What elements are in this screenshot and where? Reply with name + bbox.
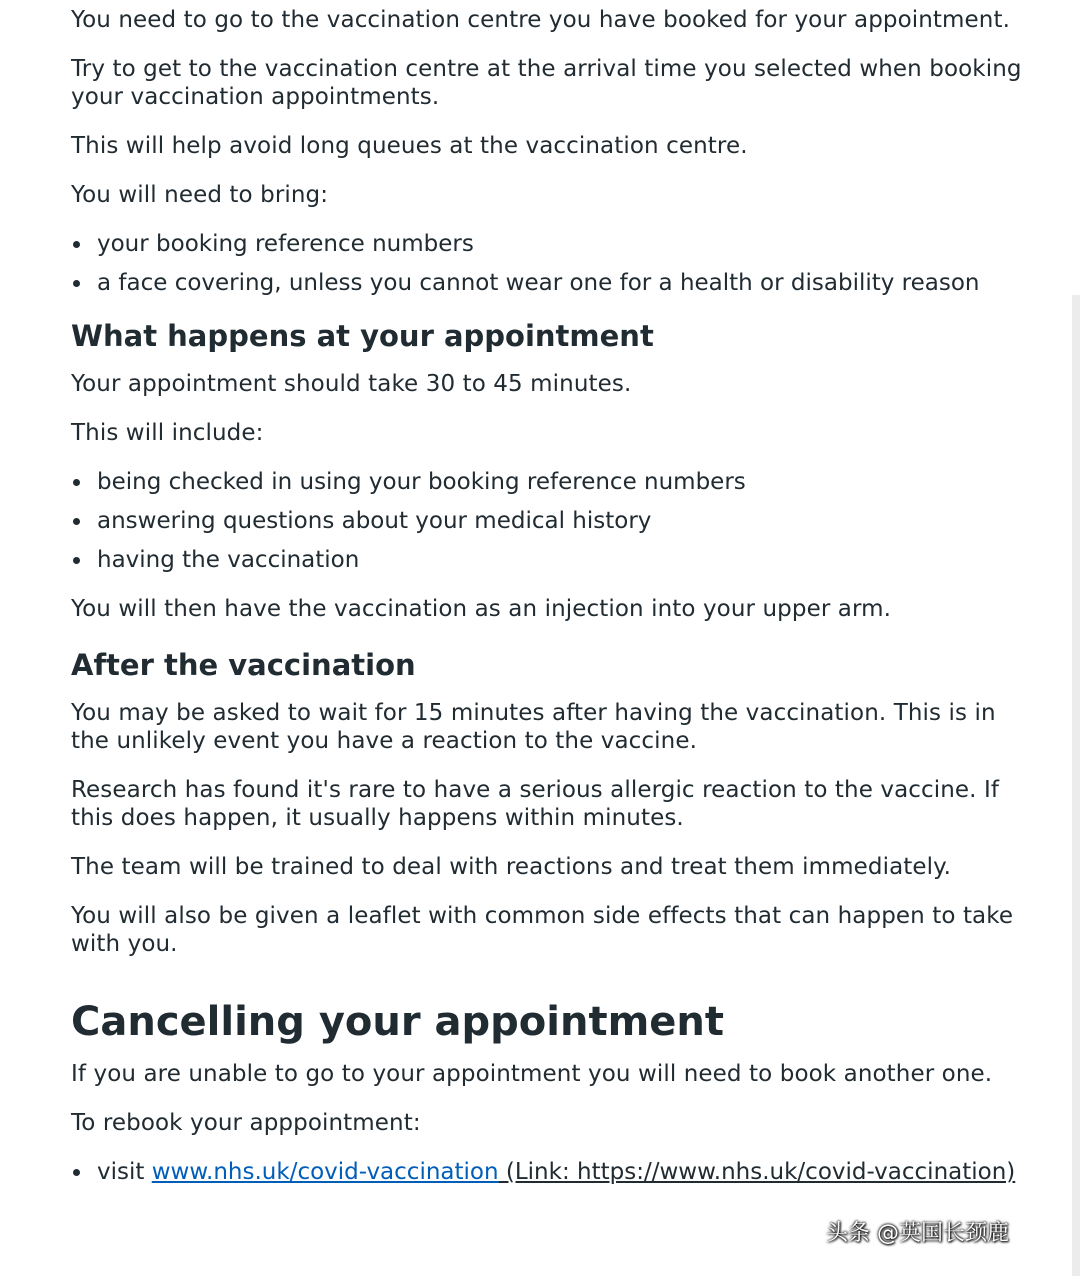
list-item — [71, 546, 1031, 574]
bullet-icon — [73, 479, 80, 486]
appointment-paragraph-2: This will include: — [71, 420, 264, 446]
section-heading-after: After the vaccination — [71, 648, 416, 682]
section-heading-appointment: What happens at your appointment — [71, 319, 654, 353]
after-paragraph-2: Research has found it's rare to have a serious allergic reaction to the vaccine. If this does happen, it usually happens within minutes. — [71, 777, 1000, 831]
link-url-note: (Link: https://www.nhs.uk/covid-vaccination) — [498, 1159, 1016, 1185]
watermark: 头条 @英国长颈鹿 — [826, 1221, 1009, 1246]
list-item — [71, 230, 1031, 258]
bullet-icon — [73, 241, 80, 248]
list-item-text: having the vaccination — [97, 547, 360, 573]
list-item — [71, 1158, 1031, 1186]
nhs-covid-vaccination-link[interactable]: www.nhs.uk/covid-vaccination — [151, 1159, 499, 1185]
after-paragraph-3: The team will be trained to deal with reactions and treat them immediately. — [71, 854, 951, 880]
appointment-list — [71, 468, 1031, 574]
bullet-icon — [73, 518, 80, 525]
scrollbar[interactable] — [1072, 295, 1080, 1276]
arrival-paragraph-4: You will need to bring: — [71, 182, 329, 208]
appointment-paragraph-1: Your appointment should take 30 to 45 minutes. — [71, 371, 632, 397]
arrival-paragraph-2: Try to get to the vaccination centre at the arrival time you selected when booking your vaccination appointments. — [71, 56, 1022, 110]
bullet-icon — [73, 557, 80, 564]
bullet-icon — [73, 1169, 80, 1176]
list-item — [71, 468, 1031, 496]
after-paragraph-1: You may be asked to wait for 15 minutes after having the vaccination. This is in the unlikely event you have a reaction to the vaccine. — [71, 700, 996, 754]
list-item — [71, 507, 1031, 535]
section-heading-cancelling: Cancelling your appointment — [71, 999, 724, 1045]
rebook-list — [71, 1158, 1031, 1186]
arrival-paragraph-3: This will help avoid long queues at the vaccination centre. — [71, 133, 748, 159]
arrival-paragraph-1: You need to go to the vaccination centre you have booked for your appointment. — [71, 7, 1011, 33]
article-content — [71, 6, 1031, 1207]
bring-list — [71, 230, 1031, 297]
cancelling-paragraph-1: If you are unable to go to your appointment you will need to book another one. — [71, 1061, 993, 1087]
list-item-text: being checked in using your booking reference numbers — [97, 469, 746, 495]
list-item-text: a face covering, unless you cannot wear one for a health or disability reason — [97, 270, 980, 296]
visit-prefix: visit — [97, 1159, 152, 1185]
cancelling-paragraph-2: To rebook your apppointment: — [71, 1110, 421, 1136]
appointment-paragraph-3: You will then have the vaccination as an injection into your upper arm. — [71, 596, 892, 622]
list-item-text: your booking reference numbers — [97, 231, 474, 257]
after-paragraph-4: You will also be given a leaflet with common side effects that can happen to take with you. — [71, 903, 1014, 957]
list-item — [71, 269, 1031, 297]
list-item-text: answering questions about your medical history — [97, 508, 652, 534]
bullet-icon — [73, 280, 80, 287]
